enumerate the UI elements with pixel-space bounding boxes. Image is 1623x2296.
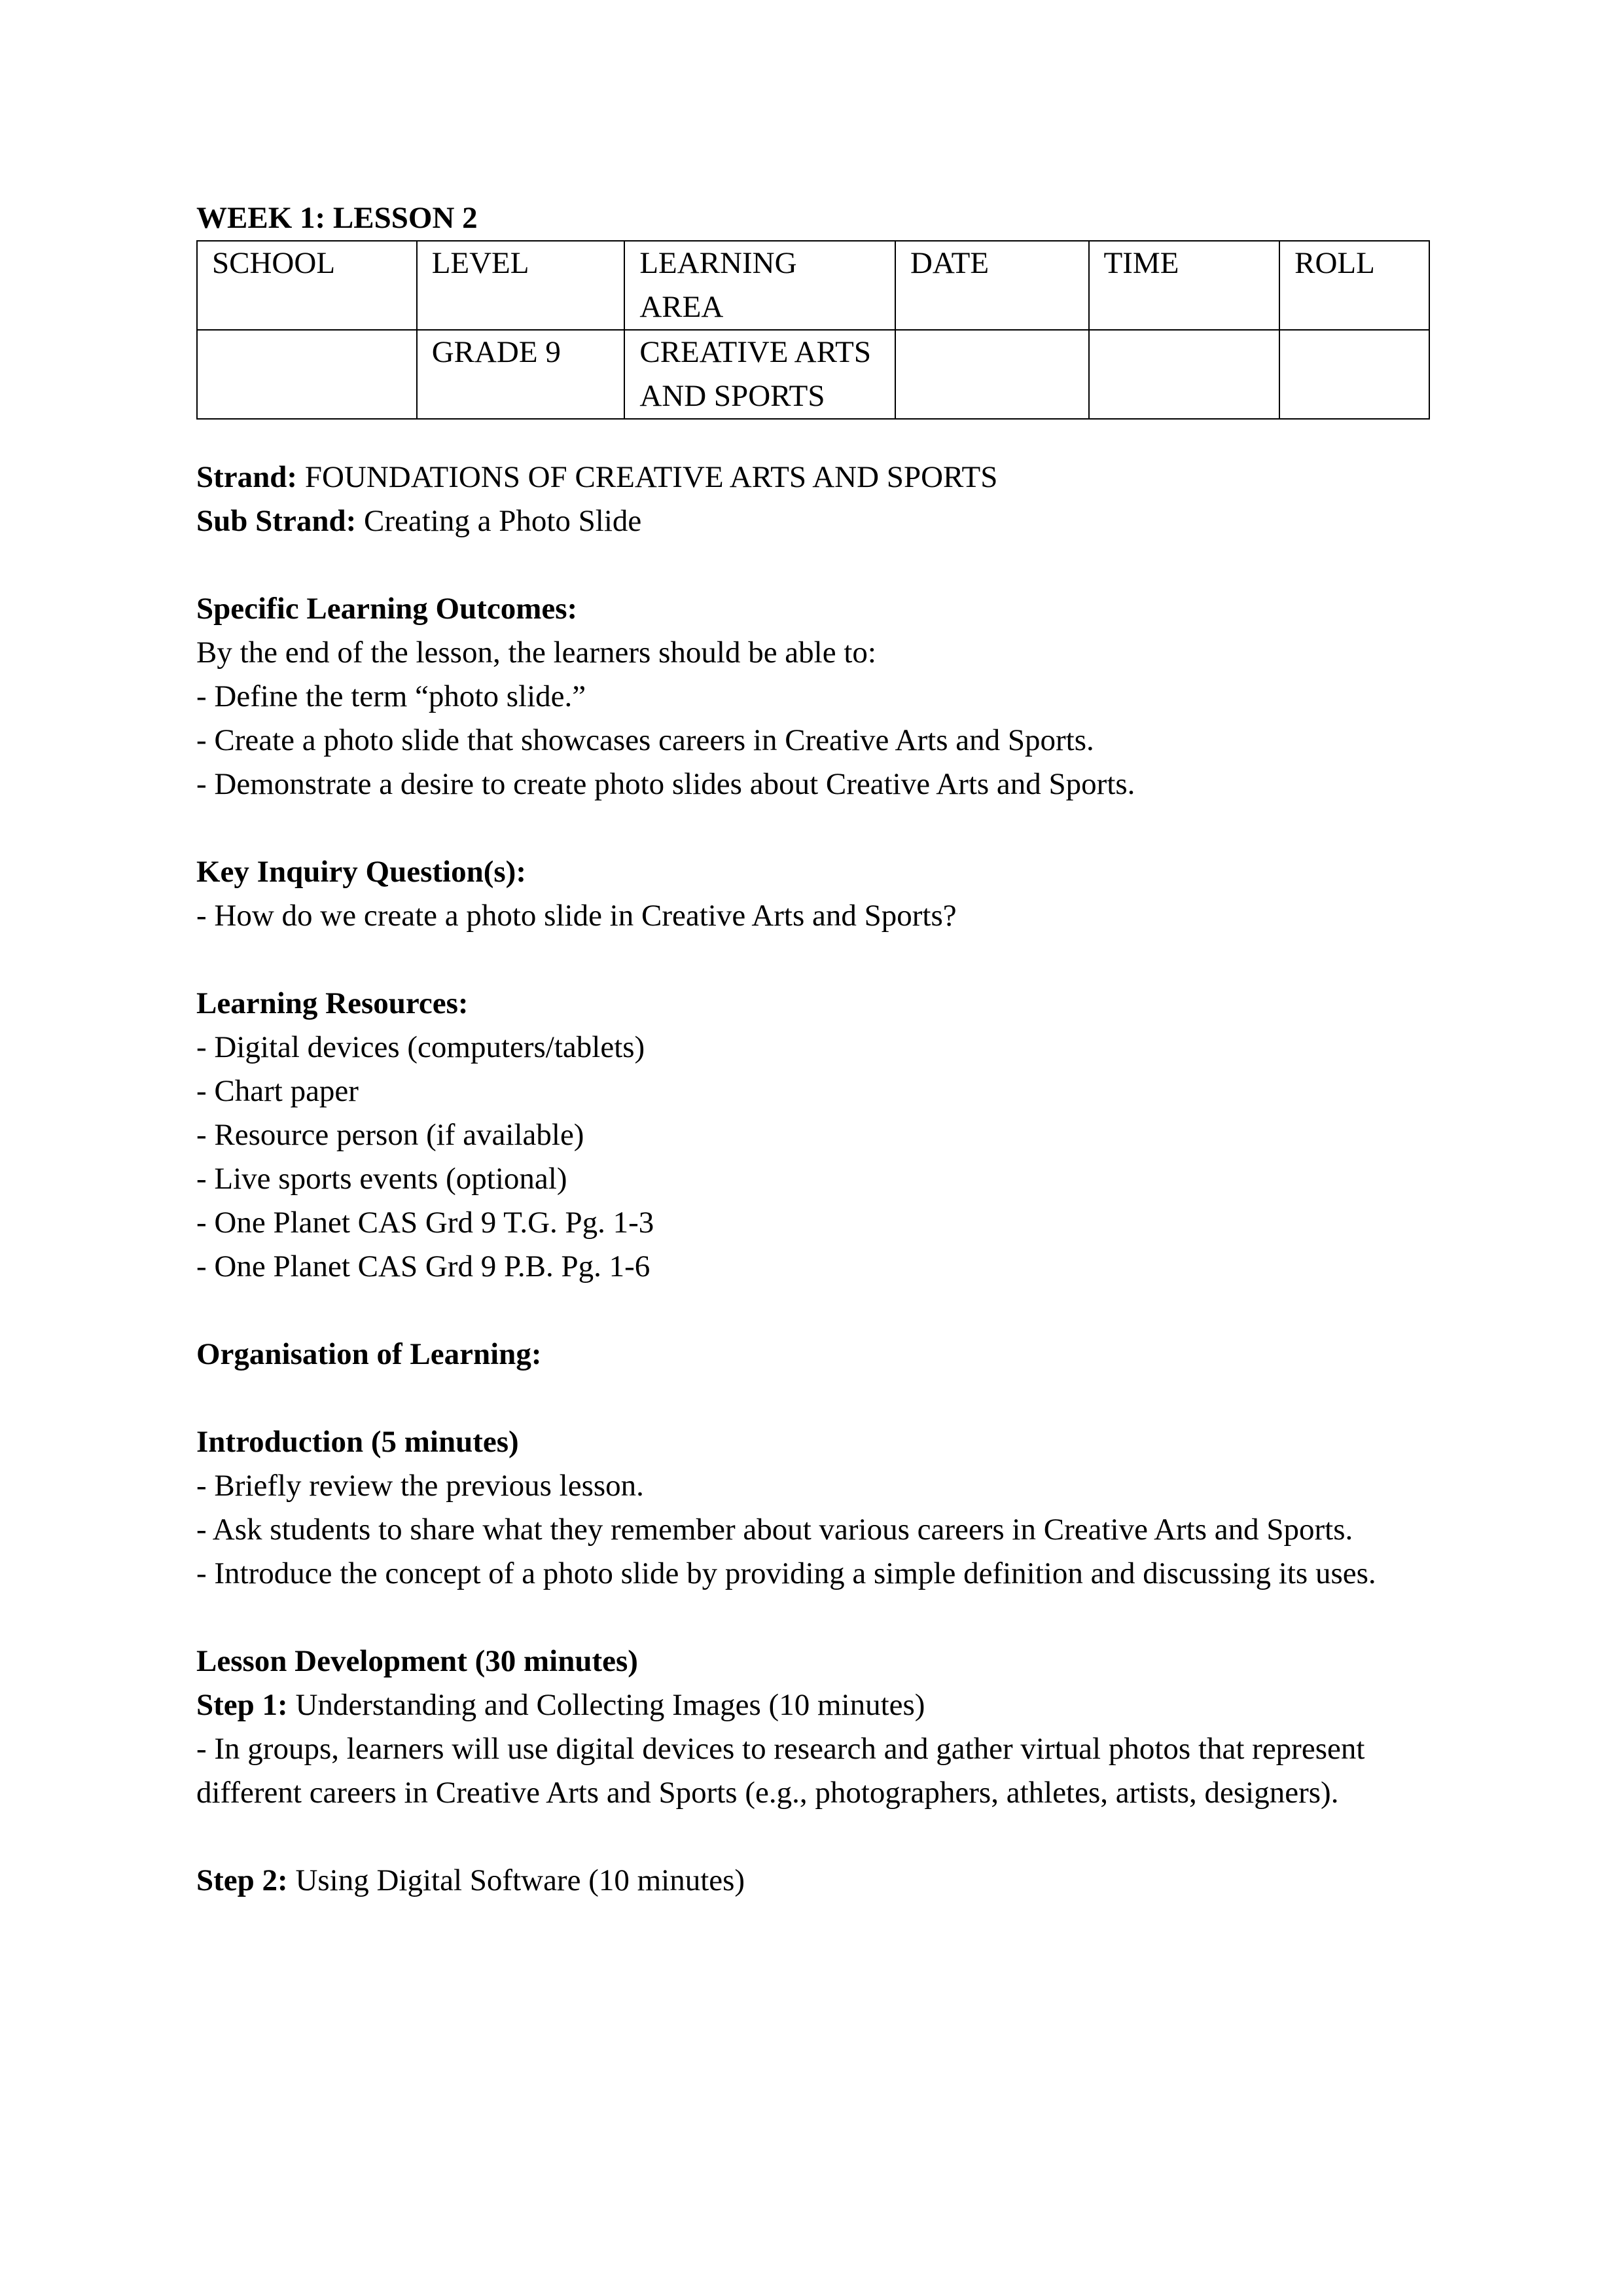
strand-value: FOUNDATIONS OF CREATIVE ARTS AND SPORTS — [297, 460, 998, 494]
organisation-heading: Organisation of Learning: — [196, 1337, 542, 1371]
header-school: SCHOOL — [197, 241, 417, 330]
list-item: - Ask students to share what they remember about various careers in Creative Arts and Sports. — [196, 1513, 1353, 1547]
step-2-title — [196, 1859, 1440, 1903]
step-2-label: Step 2: — [196, 1863, 288, 1897]
lesson-info-table — [196, 240, 1430, 420]
list-item: - Introduce the concept of a photo slide by providing a simple definition and discussing its uses. — [196, 1556, 1376, 1590]
header-roll: ROLL — [1279, 241, 1429, 330]
sub-strand — [196, 499, 1440, 543]
list-item: - Digital devices (computers/tablets) — [196, 1030, 645, 1064]
cell-time — [1089, 330, 1280, 419]
introduction-heading: Introduction (5 minutes) — [196, 1425, 519, 1459]
list-item: - Chart paper — [196, 1074, 359, 1108]
lesson-plan-page — [196, 196, 1440, 1903]
step-1-title — [196, 1683, 1440, 1727]
list-item: - Create a photo slide that showcases careers in Creative Arts and Sports. — [196, 723, 1094, 757]
list-item: - Demonstrate a desire to create photo slides about Creative Arts and Sports. — [196, 767, 1135, 801]
step-1-text: - In groups, learners will use digital devices to research and gather virtual photos that represent different careers in Creative Arts and Sports (e.g., photographers, athletes, artists, designers). — [196, 1732, 1365, 1810]
resources-heading: Learning Resources: — [196, 986, 469, 1020]
cell-roll — [1279, 330, 1429, 419]
list-item: - Resource person (if available) — [196, 1118, 584, 1152]
list-item: - How do we create a photo slide in Creative Arts and Sports? — [196, 899, 957, 933]
outcomes-intro: By the end of the lesson, the learners should be able to: — [196, 636, 876, 670]
strand — [196, 456, 1440, 499]
list-item: - Define the term “photo slide.” — [196, 679, 586, 713]
cell-level: GRADE 9 — [417, 330, 625, 419]
list-item: - One Planet CAS Grd 9 T.G. Pg. 1-3 — [196, 1206, 654, 1240]
list-item: - Briefly review the previous lesson. — [196, 1469, 644, 1503]
inquiry-heading: Key Inquiry Question(s): — [196, 855, 526, 889]
cell-date — [895, 330, 1089, 419]
header-learning-area: LEARNING AREA — [624, 241, 895, 330]
outcomes-heading: Specific Learning Outcomes: — [196, 592, 578, 626]
development-heading: Lesson Development (30 minutes) — [196, 1644, 638, 1678]
strand-label: Strand: — [196, 460, 298, 494]
list-item: - One Planet CAS Grd 9 P.B. Pg. 1-6 — [196, 1249, 651, 1283]
step-1-label: Step 1: — [196, 1688, 288, 1722]
header-level: LEVEL — [417, 241, 625, 330]
sub-strand-label: Sub Strand: — [196, 504, 357, 538]
step-1-name: Understanding and Collecting Images (10 minutes) — [287, 1688, 925, 1722]
header-time: TIME — [1089, 241, 1280, 330]
sub-strand-value: Creating a Photo Slide — [356, 504, 642, 538]
list-item: - Live sports events (optional) — [196, 1162, 567, 1196]
table-header-row — [197, 241, 1429, 330]
table-row — [197, 330, 1429, 419]
lesson-title: WEEK 1: LESSON 2 — [196, 201, 478, 235]
step-2-name: Using Digital Software (10 minutes) — [287, 1863, 745, 1897]
cell-learning-area: CREATIVE ARTS AND SPORTS — [624, 330, 895, 419]
cell-school — [197, 330, 417, 419]
header-date: DATE — [895, 241, 1089, 330]
